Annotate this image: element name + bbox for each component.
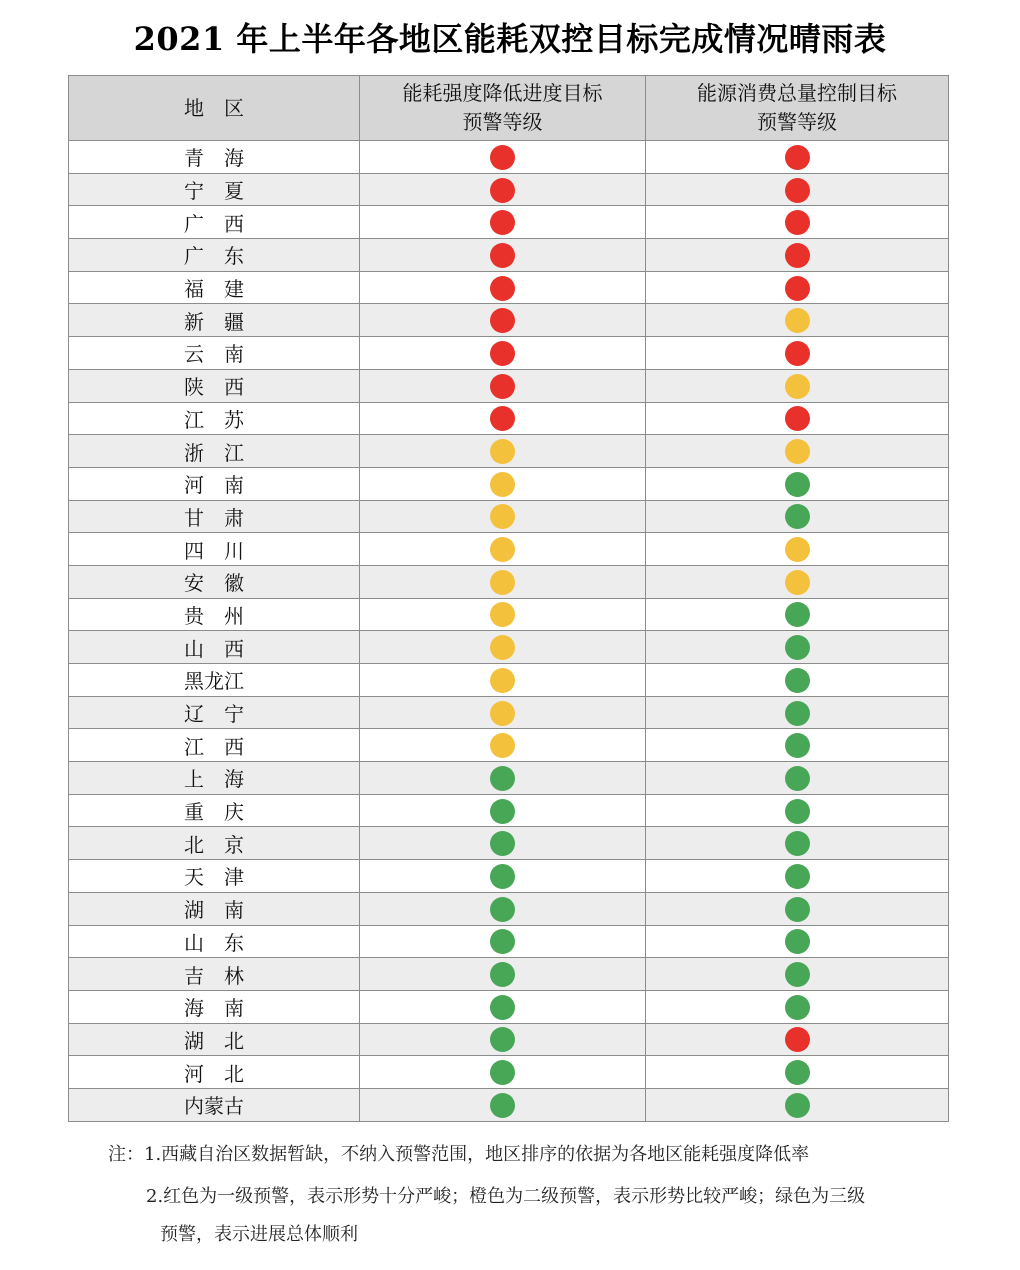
total-green-dot-icon xyxy=(785,635,810,660)
total-orange-dot-icon xyxy=(785,374,810,399)
region-cell xyxy=(69,304,360,337)
total-cell xyxy=(646,206,949,239)
intensity-cell xyxy=(360,369,646,402)
region-name: 海 南 xyxy=(184,996,244,1021)
table-row xyxy=(69,762,949,795)
total-green-dot-icon xyxy=(785,668,810,693)
region-cell xyxy=(69,173,360,206)
table-header-row xyxy=(69,76,949,141)
intensity-cell xyxy=(360,631,646,664)
intensity-cell xyxy=(360,533,646,566)
region-cell xyxy=(69,1056,360,1089)
intensity-orange-dot-icon xyxy=(490,439,515,464)
intensity-cell xyxy=(360,1056,646,1089)
total-red-dot-icon xyxy=(785,1027,810,1052)
header-intensity-line2: 预警等级 xyxy=(462,110,543,134)
table-row xyxy=(69,631,949,664)
region-cell xyxy=(69,402,360,435)
header-intensity xyxy=(360,76,646,141)
total-cell xyxy=(646,369,949,402)
total-green-dot-icon xyxy=(785,766,810,791)
intensity-green-dot-icon xyxy=(490,962,515,987)
table-row xyxy=(69,1023,949,1056)
total-cell xyxy=(646,794,949,827)
region-name: 安 徽 xyxy=(184,571,244,596)
region-cell xyxy=(69,729,360,762)
intensity-cell xyxy=(360,892,646,925)
region-name: 湖 北 xyxy=(184,1028,244,1053)
table-row xyxy=(69,173,949,206)
region-name: 四 川 xyxy=(184,538,244,563)
intensity-green-dot-icon xyxy=(490,799,515,824)
total-orange-dot-icon xyxy=(785,537,810,562)
intensity-green-dot-icon xyxy=(490,929,515,954)
table-row xyxy=(69,402,949,435)
intensity-green-dot-icon xyxy=(490,1027,515,1052)
total-red-dot-icon xyxy=(785,406,810,431)
region-name: 黑龙江 xyxy=(184,669,244,694)
region-name: 内蒙古 xyxy=(184,1094,244,1119)
intensity-cell xyxy=(360,271,646,304)
note-2-line1: 2.红色为一级预警，表示形势十分严峻；橙色为二级预警，表示形势比较严峻；绿色为三级 xyxy=(146,1186,866,1207)
total-cell xyxy=(646,1056,949,1089)
region-cell xyxy=(69,565,360,598)
region-cell xyxy=(69,892,360,925)
intensity-green-dot-icon xyxy=(490,897,515,922)
region-name: 重 庆 xyxy=(184,800,244,825)
intensity-green-dot-icon xyxy=(490,995,515,1020)
total-red-dot-icon xyxy=(785,145,810,170)
intensity-red-dot-icon xyxy=(490,406,515,431)
total-orange-dot-icon xyxy=(785,308,810,333)
region-cell xyxy=(69,467,360,500)
table-row xyxy=(69,696,949,729)
region-cell xyxy=(69,533,360,566)
intensity-cell xyxy=(360,206,646,239)
region-name: 吉 林 xyxy=(184,963,244,988)
total-cell xyxy=(646,467,949,500)
region-cell xyxy=(69,1023,360,1056)
total-green-dot-icon xyxy=(785,995,810,1020)
region-cell xyxy=(69,271,360,304)
region-cell xyxy=(69,827,360,860)
intensity-cell xyxy=(360,860,646,893)
intensity-red-dot-icon xyxy=(490,374,515,399)
table-row xyxy=(69,1088,949,1121)
total-green-dot-icon xyxy=(785,1060,810,1085)
table-row xyxy=(69,664,949,697)
table-row xyxy=(69,369,949,402)
region-name: 江 苏 xyxy=(184,407,244,432)
region-name: 青 海 xyxy=(184,146,244,171)
intensity-cell xyxy=(360,664,646,697)
table-row xyxy=(69,500,949,533)
region-cell xyxy=(69,206,360,239)
table-row xyxy=(69,565,949,598)
total-cell xyxy=(646,827,949,860)
intensity-green-dot-icon xyxy=(490,864,515,889)
region-cell xyxy=(69,239,360,272)
intensity-cell xyxy=(360,958,646,991)
intensity-orange-dot-icon xyxy=(490,472,515,497)
total-green-dot-icon xyxy=(785,929,810,954)
intensity-cell xyxy=(360,467,646,500)
intensity-cell xyxy=(360,598,646,631)
intensity-green-dot-icon xyxy=(490,766,515,791)
intensity-green-dot-icon xyxy=(490,831,515,856)
region-name: 新 疆 xyxy=(184,309,244,334)
table-row xyxy=(69,925,949,958)
region-name: 山 西 xyxy=(184,636,244,661)
region-name: 湖 南 xyxy=(184,898,244,923)
total-cell xyxy=(646,402,949,435)
intensity-orange-dot-icon xyxy=(490,668,515,693)
header-region xyxy=(69,76,360,141)
intensity-cell xyxy=(360,990,646,1023)
table-row xyxy=(69,860,949,893)
intensity-cell xyxy=(360,435,646,468)
intensity-red-dot-icon xyxy=(490,308,515,333)
intensity-cell xyxy=(360,239,646,272)
intensity-orange-dot-icon xyxy=(490,504,515,529)
region-name: 甘 肃 xyxy=(184,505,244,530)
total-cell xyxy=(646,1088,949,1121)
intensity-orange-dot-icon xyxy=(490,635,515,660)
table-row xyxy=(69,206,949,239)
intensity-cell xyxy=(360,402,646,435)
total-cell xyxy=(646,762,949,795)
region-name: 河 南 xyxy=(184,473,244,498)
region-cell xyxy=(69,141,360,174)
table-row xyxy=(69,892,949,925)
region-cell xyxy=(69,369,360,402)
total-cell xyxy=(646,435,949,468)
total-green-dot-icon xyxy=(785,472,810,497)
region-cell xyxy=(69,990,360,1023)
region-cell xyxy=(69,794,360,827)
region-name: 天 津 xyxy=(184,865,244,890)
total-green-dot-icon xyxy=(785,897,810,922)
region-name: 江 西 xyxy=(184,734,244,759)
total-cell xyxy=(646,958,949,991)
total-cell xyxy=(646,631,949,664)
total-green-dot-icon xyxy=(785,864,810,889)
table-row xyxy=(69,141,949,174)
header-total-line1: 能源消费总量控制目标 xyxy=(697,81,897,105)
region-cell xyxy=(69,696,360,729)
region-cell xyxy=(69,435,360,468)
region-cell xyxy=(69,631,360,664)
total-cell xyxy=(646,860,949,893)
total-green-dot-icon xyxy=(785,1093,810,1118)
intensity-green-dot-icon xyxy=(490,1093,515,1118)
total-cell xyxy=(646,565,949,598)
total-cell xyxy=(646,271,949,304)
total-red-dot-icon xyxy=(785,243,810,268)
intensity-cell xyxy=(360,500,646,533)
intensity-cell xyxy=(360,1023,646,1056)
region-cell xyxy=(69,958,360,991)
intensity-cell xyxy=(360,304,646,337)
total-cell xyxy=(646,141,949,174)
total-green-dot-icon xyxy=(785,504,810,529)
region-name: 福 建 xyxy=(184,277,244,302)
intensity-cell xyxy=(360,925,646,958)
total-cell xyxy=(646,304,949,337)
total-cell xyxy=(646,1023,949,1056)
region-name: 宁 夏 xyxy=(184,179,244,204)
intensity-orange-dot-icon xyxy=(490,602,515,627)
total-red-dot-icon xyxy=(785,178,810,203)
intensity-cell xyxy=(360,794,646,827)
region-name: 山 东 xyxy=(184,930,244,955)
intensity-red-dot-icon xyxy=(490,243,515,268)
table-row xyxy=(69,990,949,1023)
header-region-label: 地 区 xyxy=(184,95,244,120)
table-row xyxy=(69,598,949,631)
intensity-red-dot-icon xyxy=(490,178,515,203)
intensity-orange-dot-icon xyxy=(490,570,515,595)
total-green-dot-icon xyxy=(785,733,810,758)
total-cell xyxy=(646,173,949,206)
table-row xyxy=(69,827,949,860)
total-cell xyxy=(646,892,949,925)
region-name: 上 海 xyxy=(184,767,244,792)
region-cell xyxy=(69,925,360,958)
total-orange-dot-icon xyxy=(785,439,810,464)
table-row xyxy=(69,794,949,827)
total-cell xyxy=(646,664,949,697)
note-2-line2: 预警，表示进展总体顺利 xyxy=(160,1224,358,1245)
region-name: 云 南 xyxy=(184,342,244,367)
table-row xyxy=(69,729,949,762)
region-cell xyxy=(69,664,360,697)
total-red-dot-icon xyxy=(785,276,810,301)
region-name: 北 京 xyxy=(184,832,244,857)
intensity-green-dot-icon xyxy=(490,1060,515,1085)
total-cell xyxy=(646,696,949,729)
intensity-cell xyxy=(360,337,646,370)
total-orange-dot-icon xyxy=(785,570,810,595)
header-intensity-line1: 能耗强度降低进度目标 xyxy=(402,81,603,105)
total-green-dot-icon xyxy=(785,831,810,856)
total-cell xyxy=(646,925,949,958)
region-name: 辽 宁 xyxy=(184,702,244,727)
note-1: 注：1.西藏自治区数据暂缺，不纳入预警范围，地区排序的依据为各地区能耗强度降低率 xyxy=(108,1144,810,1165)
region-cell xyxy=(69,500,360,533)
table-row xyxy=(69,1056,949,1089)
intensity-cell xyxy=(360,565,646,598)
page-title: 2021 年上半年各地区能耗双控目标完成情况晴雨表 xyxy=(133,20,887,58)
total-cell xyxy=(646,729,949,762)
warning-table xyxy=(68,75,949,1122)
intensity-cell xyxy=(360,827,646,860)
region-cell xyxy=(69,1088,360,1121)
region-name: 陕 西 xyxy=(184,375,244,400)
table-row xyxy=(69,533,949,566)
total-cell xyxy=(646,990,949,1023)
intensity-cell xyxy=(360,762,646,795)
total-green-dot-icon xyxy=(785,962,810,987)
total-green-dot-icon xyxy=(785,701,810,726)
table-row xyxy=(69,239,949,272)
intensity-red-dot-icon xyxy=(490,145,515,170)
region-cell xyxy=(69,598,360,631)
intensity-cell xyxy=(360,696,646,729)
total-green-dot-icon xyxy=(785,799,810,824)
region-cell xyxy=(69,860,360,893)
header-total-line2: 预警等级 xyxy=(757,110,837,134)
total-red-dot-icon xyxy=(785,210,810,235)
intensity-orange-dot-icon xyxy=(490,701,515,726)
region-name: 河 北 xyxy=(184,1061,244,1086)
region-name: 广 东 xyxy=(184,244,244,269)
total-red-dot-icon xyxy=(785,341,810,366)
total-cell xyxy=(646,500,949,533)
table-row xyxy=(69,467,949,500)
region-name: 浙 江 xyxy=(184,440,244,465)
intensity-cell xyxy=(360,729,646,762)
intensity-red-dot-icon xyxy=(490,210,515,235)
table-row xyxy=(69,337,949,370)
intensity-red-dot-icon xyxy=(490,341,515,366)
region-cell xyxy=(69,762,360,795)
table-row xyxy=(69,304,949,337)
header-total xyxy=(646,76,949,141)
total-cell xyxy=(646,598,949,631)
intensity-orange-dot-icon xyxy=(490,537,515,562)
intensity-cell xyxy=(360,141,646,174)
region-name: 广 西 xyxy=(184,211,244,236)
total-green-dot-icon xyxy=(785,602,810,627)
total-cell xyxy=(646,533,949,566)
table-row xyxy=(69,271,949,304)
total-cell xyxy=(646,239,949,272)
intensity-cell xyxy=(360,1088,646,1121)
table-row xyxy=(69,958,949,991)
intensity-cell xyxy=(360,173,646,206)
total-cell xyxy=(646,337,949,370)
region-cell xyxy=(69,337,360,370)
intensity-orange-dot-icon xyxy=(490,733,515,758)
intensity-red-dot-icon xyxy=(490,276,515,301)
table-row xyxy=(69,435,949,468)
region-name: 贵 州 xyxy=(184,603,244,628)
